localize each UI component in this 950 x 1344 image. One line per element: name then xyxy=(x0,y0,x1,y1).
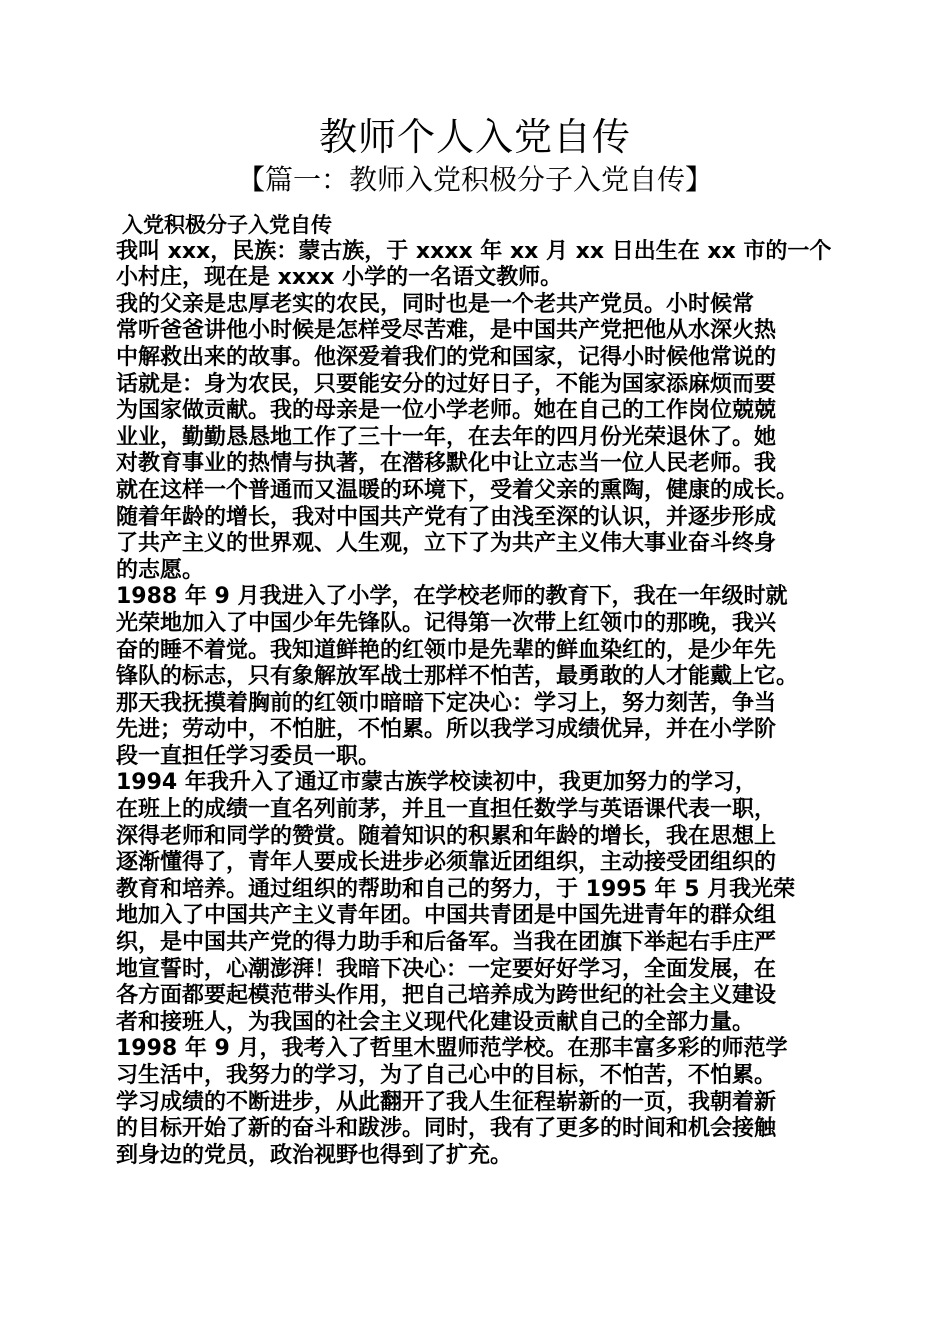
text-line: 了共产主义的世界观、人生观，立下了为共产主义伟大事业奋斗终身 xyxy=(116,531,777,557)
text-line: 地宣誓时，心潮澎湃！我暗下决心：一定要好好学习，全面发展，在 xyxy=(116,956,777,982)
text-line: 先进；劳动中，不怕脏，不怕累。所以我学习成绩优异，并在小学阶 xyxy=(116,717,777,743)
text-line: 者和接班人，为我国的社会主义现代化建设贡献自己的全部力量。 xyxy=(116,1009,755,1035)
text-line: 习生活中，我努力的学习，为了自己心中的目标，不怕苦，不怕累。 xyxy=(116,1063,777,1088)
text-line: 光荣地加入了中国少年先锋队。记得第一次带上红领巾的那晚，我兴 xyxy=(116,610,777,636)
text-line: 小村庄，现在是 xxxx 小学的一名语文教师。 xyxy=(116,265,563,291)
text-line: 我的父亲是忠厚老实的农民，同时也是一个老共产党员。小时候常 xyxy=(116,291,755,317)
text-line: 中解救出来的故事。他深爱着我们的党和国家，记得小时候他常说的 xyxy=(116,344,777,370)
text-line: 常听爸爸讲他小时候是怎样受尽苦难，是中国共产党把他从水深火热 xyxy=(116,318,777,344)
text-line: 段一直担任学习委员一职。 xyxy=(116,743,381,769)
text-line: 为国家做贡献。我的母亲是一位小学老师。她在自己的工作岗位兢兢 xyxy=(116,398,777,424)
text-line: 话就是：身为农民，只要能安分的过好日子，不能为国家添麻烦而要 xyxy=(116,371,777,397)
text-line: 业业，勤勤恳恳地工作了三十一年，在去年的四月份光荣退休了。她 xyxy=(116,424,777,450)
document-subtitle: 【篇一：教师入党积极分子入党自传】 xyxy=(236,163,713,196)
text-line: 教育和培养。通过组织的帮助和自己的努力，于 1995 年 5 月我光荣 xyxy=(116,876,796,902)
text-line: 的目标开始了新的奋斗和跋涉。同时，我有了更多的时间和机会接触 xyxy=(116,1116,777,1142)
text-line: 各方面都要起模范带头作用，把自己培养成为跨世纪的社会主义建设 xyxy=(116,983,777,1009)
text-line: 深得老师和同学的赞赏。随着知识的积累和年龄的增长，我在思想上 xyxy=(116,823,777,849)
text-line: 学习成绩的不断进步，从此翻开了我人生征程崭新的一页，我朝着新 xyxy=(116,1089,777,1115)
text-line: 我叫 xxx，民族：蒙古族，于 xxxx 年 xx 月 xx 日出生在 xx 市的一个 xyxy=(116,238,832,264)
text-line: 那天我抚摸着胸前的红领巾暗暗下定决心：学习上，努力刻苦，争当 xyxy=(116,690,777,716)
text-line: 1998 年 9 月，我考入了哲里木盟师范学校。在那丰富多彩的师范学 xyxy=(116,1036,788,1062)
text-line: 地加入了中国共产主义青年团。中国共青团是中国先进青年的群众组 xyxy=(116,903,777,929)
text-line: 对教育事业的热情与执著，在潜移默化中让立志当一位人民老师。我 xyxy=(116,451,777,477)
paragraph-lines xyxy=(116,239,856,1170)
text-line: 奋的睡不着觉。我知道鲜艳的红领巾是先辈的鲜血染红的，是少年先 xyxy=(116,637,777,663)
text-line: 1994 年我升入了通辽市蒙古族学校读初中，我更加努力的学习， xyxy=(116,770,757,796)
text-line: 1988 年 9 月我进入了小学，在学校老师的教育下，我在一年级时就 xyxy=(116,584,788,610)
text-line: 在班上的成绩一直名列前茅，并且一直担任数学与英语课代表一职， xyxy=(116,797,777,823)
document-title: 教师个人入党自传 xyxy=(318,115,631,159)
text-line: 的志愿。 xyxy=(116,557,205,583)
section-heading: 入党积极分子入党自传 xyxy=(122,213,332,237)
text-line: 到身边的党员，政治视野也得到了扩充。 xyxy=(116,1142,513,1168)
text-line: 织，是中国共产党的得力助手和后备军。当我在团旗下举起右手庄严 xyxy=(116,930,777,956)
text-line: 随着年龄的增长，我对中国共产党有了由浅至深的认识，并逐步形成 xyxy=(116,504,777,530)
text-line: 锋队的标志，只有象解放军战士那样不怕苦，最勇敢的人才能戴上它。 xyxy=(116,664,799,690)
text-line: 就在这样一个普通而又温暖的环境下，受着父亲的熏陶，健康的成长。 xyxy=(116,477,799,503)
document-body xyxy=(116,212,856,1169)
text-line: 逐渐懂得了，青年人要成长进步必须靠近团组织，主动接受团组织的 xyxy=(116,850,777,876)
